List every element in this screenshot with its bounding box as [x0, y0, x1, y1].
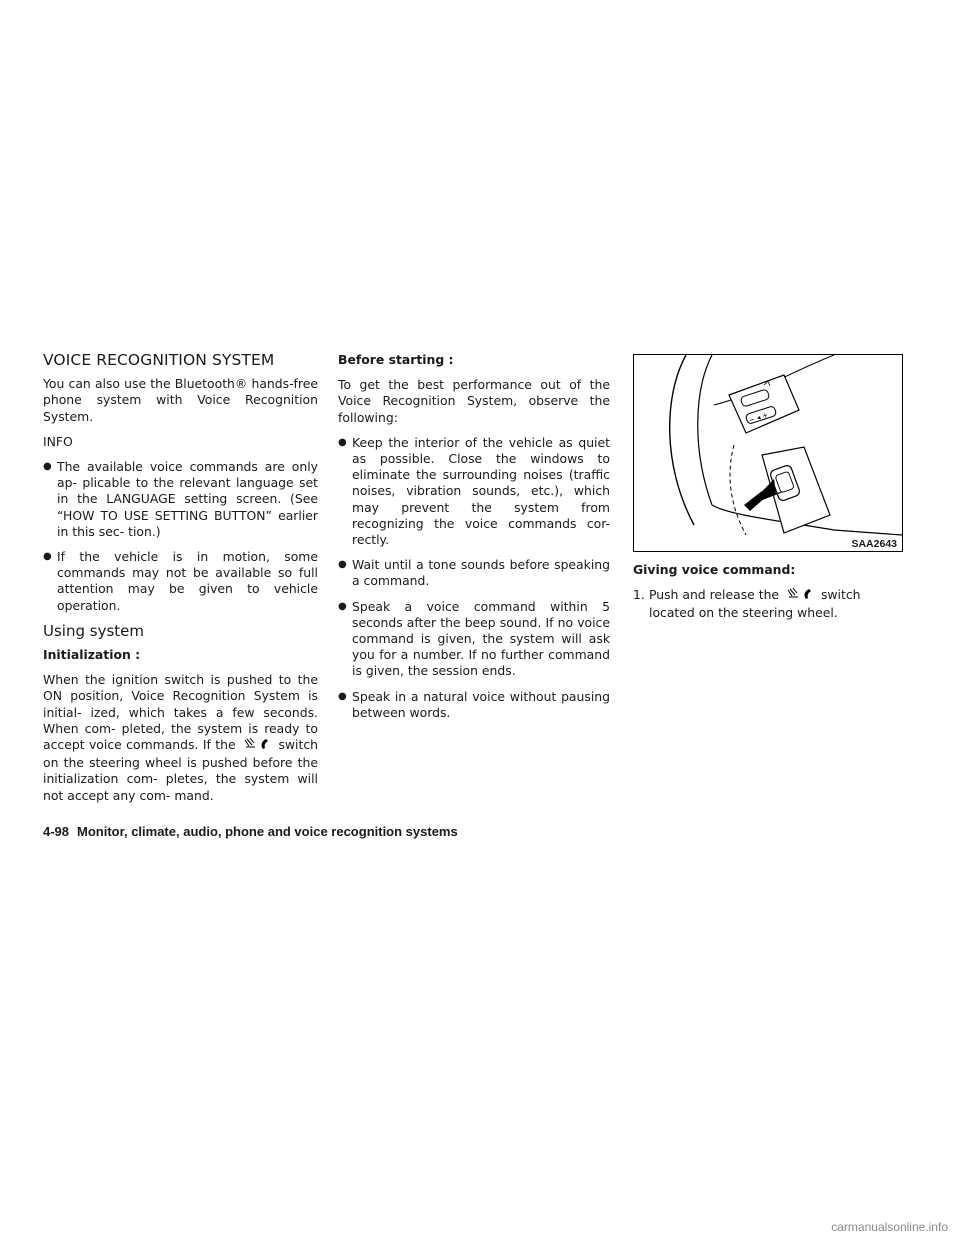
giving-command-heading: Giving voice command: [633, 562, 796, 577]
before-starting-heading: Before starting : [338, 352, 454, 367]
chapter-title: Monitor, climate, audio, phone and voice recognition systems [77, 824, 458, 839]
tip-bullet-text: Wait until a tone sounds before speaking a command. [352, 557, 610, 589]
svg-text:− ◂ +: − ◂ + [748, 411, 770, 425]
init-text-part-a: When the ignition switch is pushed to the ON position, Voice Recognition System is initial- ized, which takes a few seconds. When com- pleted, the system is ready to accept voice commands. If the [43, 672, 318, 753]
steering-wheel-figure [633, 354, 903, 552]
intro-paragraph: You can also use the Bluetooth® hands-free phone system with Voice Recognition System. [43, 376, 318, 424]
tip-bullet [338, 435, 610, 548]
subsection-heading: Using system [43, 621, 144, 640]
before-starting-intro: To get the best performance out of the Voice Recognition System, observe the following: [338, 377, 610, 425]
step-number: 1. [633, 587, 645, 603]
bullet-dot-icon: ● [338, 436, 347, 448]
steering-wheel-illustration [634, 355, 902, 551]
watermark[interactable]: carmanualsonline.info [831, 1220, 948, 1234]
tip-bullet [338, 689, 610, 721]
right-column [633, 562, 905, 631]
tip-bullet-text: Keep the interior of the vehicle as quiet as possible. Close the windows to eliminate the surrounding noises (traffic noises, vibration sounds, etc.), which may prevent the system from recognizing the voice commands cor- rectly. [352, 434, 610, 548]
step-text-part-b: switch located on the steering wheel. [649, 587, 861, 621]
info-bullet [43, 549, 318, 614]
bullet-dot-icon: ● [338, 600, 347, 612]
tip-bullet [338, 599, 610, 680]
info-bullet-text: If the vehicle is in motion, some commands may not be available so full attention may be given to vehicle operation. [57, 549, 318, 613]
middle-column [338, 352, 610, 730]
bullet-dot-icon: ● [43, 461, 52, 473]
tip-bullet [338, 557, 610, 589]
step-item [633, 587, 905, 621]
bullet-dot-icon: ● [338, 690, 347, 702]
info-bullet [43, 459, 318, 540]
page-footer [43, 824, 458, 839]
section-title: VOICE RECOGNITION SYSTEM [43, 351, 275, 369]
bullet-dot-icon: ● [338, 559, 347, 571]
init-text-part-b: switch on the steering wheel is pushed before the initialization com- pletes, the system will not accept any com- mand. [43, 737, 318, 803]
tip-bullet-text: Speak a voice command within 5 seconds after the beep sound. If no voice command is given, the system will ask you for a number. If no further command is given, the session ends. [352, 598, 610, 679]
info-bullet-text: The available voice commands are only ap- plicable to the relevant language set in the LANGUAGE setting screen. (See “HOW TO USE SETTING BUTTON” earlier in this sec- tion.) [57, 459, 318, 539]
left-column [43, 352, 318, 813]
talk-switch-icon [243, 737, 271, 755]
tip-bullet-text: Speak in a natural voice without pausing between words. [352, 688, 610, 720]
figure-id: SAA2643 [851, 538, 897, 550]
info-label: INFO [43, 433, 73, 449]
bullet-dot-icon: ● [43, 551, 52, 563]
init-heading: Initialization : [43, 647, 141, 663]
init-paragraph [43, 672, 318, 804]
page-number: 4-98 [43, 824, 70, 839]
step-text-part-a: Push and release the [649, 587, 780, 603]
talk-switch-icon [786, 587, 814, 605]
